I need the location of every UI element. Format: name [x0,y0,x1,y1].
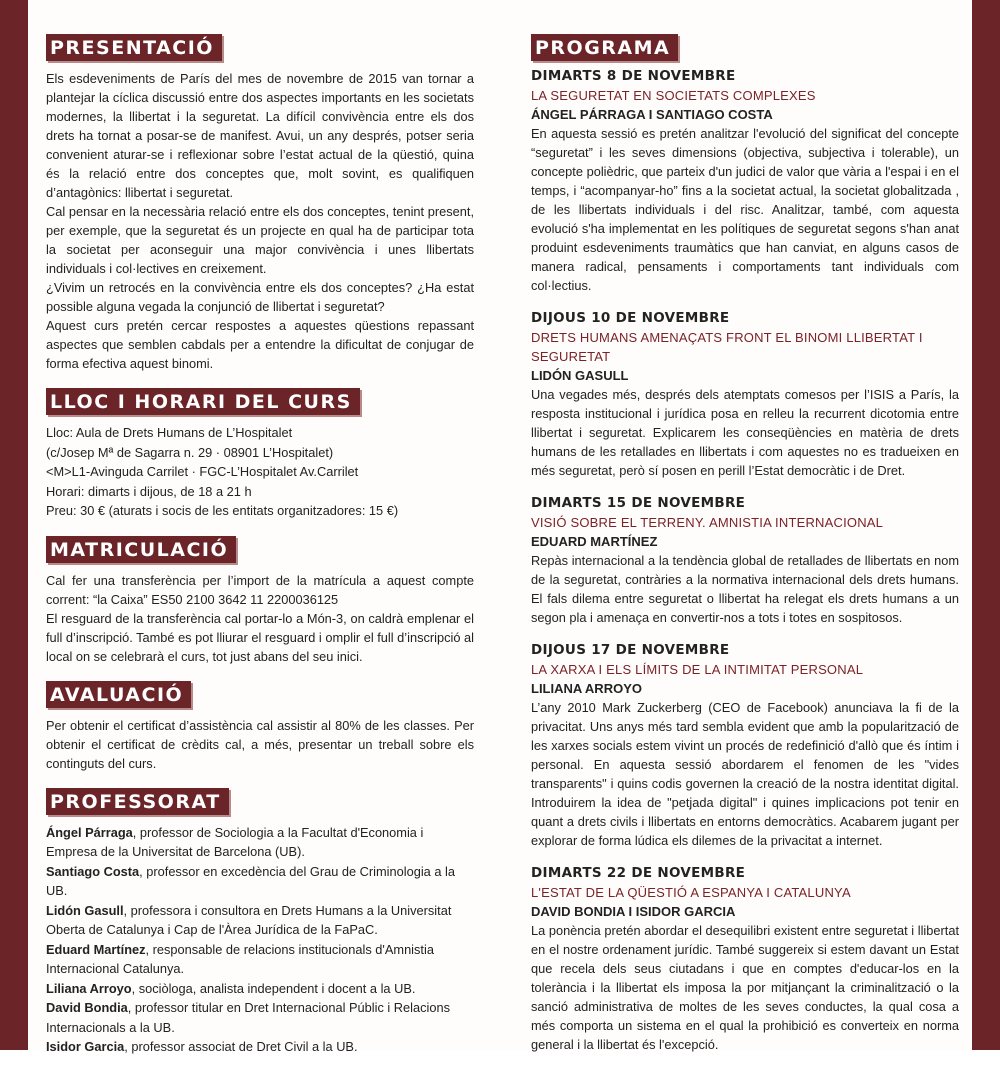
section-matriculacio [46,536,474,666]
professor-entry [46,998,474,1037]
left-column [46,34,474,1072]
professor-entry [46,940,474,979]
session-description: La ponència pretén abordar el desequilibri existent entre seguretat i llibertat en el nostre ordenament jurídic. També suggereix si estem davant un Estat que recela dels seus ciutadans i que en comptes d'educar-los en la tolerància i la llibertat els imposa la por mitjançant la criminalització o la sanció administrativa de moltes de les seves conductes, la qual cosa a més comporta un sistema en el qual la prohibició es converteix en norma general i la llibertat és l'excepció. [531,923,959,1052]
professor-name: Ángel Párraga [46,824,133,840]
lloc-line: Preu: 30 € (aturats i socis de les entitats organitzadores: 15 €) [46,503,399,518]
session-description: Una vegades més, després dels atemptats comesos per l’ISIS a París, la resposta institucional i jurídica posa en relleu la recurrent dicotomia entre llibertat i seguretat. Explicarem les conseqüències en matèria de drets humans de les retallades en llibertats i com aquestes no es tradueixen en més seguretat, però sí posen en perill l’Estat democràtic i de Dret. [531,387,959,478]
presentacio-paragraph: Els esdeveniments de París del mes de novembre de 2015 van tornar a plantejar la cíclica discussió entre dos aspectes importants en les societats modernes, la llibertat i la seguretat. La difícil convivència entre els dos drets ha tornat a posar-se de manifest. Avui, un any després, potser seria convenient aturar-se i reflexionar sobre l’estat actual de la qüestió, quina és la relació entre dos conceptes que, molt sovint, es qualifiquen d’antagònics: llibertat i seguretat. [46,71,474,200]
session-date: DIJOUS 10 DE NOVEMBRE [531,310,730,326]
program-session [531,67,959,295]
left-border-band [0,0,28,1050]
lloc-line: <M>L1-Avinguda Carrilet · FGC-L’Hospitalet Av.Carrilet [46,464,359,479]
professor-description: , professora i consultora en Drets Humans a la Universitat Oberta de Catalunya i Cap de l'Àrea Jurídica de la FaPaC. [46,902,452,937]
professor-name: Isidor Garcia [46,1039,125,1054]
section-title-matriculacio: MATRICULACIÓ [46,536,236,563]
professor-description: , professor titular en Dret Internacional Públic i Relacions Internacionals a la UB. [46,1000,450,1035]
professor-entry [46,901,474,940]
professor-name: Eduard Martínez [46,941,146,957]
professor-entry [46,979,474,999]
section-title-avaluacio: AVALUACIÓ [46,681,191,708]
matriculacio-paragraph: Cal fer una transferència per l’import de la matrícula a aquest compte corrent: “la Caixa” ES50 2100 3642 11 2200036125 [46,572,474,607]
section-title-programa: PROGRAMA [531,34,678,61]
presentacio-paragraph: Cal pensar en la necessària relació entre els dos conceptes, tenint present, per exemple, que la seguretat és un projecte en qual ha de participar tota la societat per aconseguir una major convivència i unes llibertats individuals i col·lectives en creixement. [46,204,474,276]
section-title-lloc-horari: LLOC I HORARI DEL CURS [46,388,360,415]
session-speaker: ÁNGEL PÁRRAGA I SANTIAGO COSTA [531,107,773,122]
professor-entry [46,862,474,901]
professor-name: David Bondia [46,1000,128,1015]
session-description: En aquesta sessió es pretén analitzar l'evolució del significat del concepte “seguretat” i les seves dimensions (objectiva, subjectiva i tolerable), un concepte polièdric, que parteix d'un judici de valor que vària a l'espai i en el temps, i “acompanyar-ho” fins a la societat actual, la societat globalitzada , de les llibertats individuals i del risc. Analitzar, també, com aquesta evolució s'ha implementat en les polítiques de seguretat segons s'han anat produint esdeveniments traumàtics que han canviat, en alguns casos de manera radical, pensaments i comportaments tant individuals com col·lectius. [531,126,959,293]
avaluacio-paragraph: Per obtenir el certificat d’assistència cal assistir al 80% de les classes. Per obtenir el certificat de crèdits cal, a més, presentar un treball sobre els continguts del curs. [46,717,474,771]
professor-description: , responsable de relacions institucionals d'Amnistia Internacional Catalunya. [46,941,434,976]
professor-name: Lidón Gasull [46,902,124,918]
session-speaker: DAVID BONDIA I ISIDOR GARCIA [531,904,736,919]
program-session [531,309,959,480]
professor-entry [46,1037,474,1057]
right-border-band [972,0,1000,1050]
lloc-line: (c/Josep Mª de Sagarra n. 29 · 08901 L’Hospitalet) [46,444,334,460]
section-professorat [46,788,474,1057]
professor-description: , professor en excedència del Grau de Criminologia a la UB. [46,863,455,898]
lloc-line: Horari: dimarts i dijous, de 18 a 21 h [46,483,252,499]
section-lloc-horari [46,388,474,521]
professor-name: Liliana Arroyo [46,980,132,996]
session-title: LA SEGURETAT EN SOCIETATS COMPLEXES [531,88,816,103]
lloc-line: Lloc: Aula de Drets Humans de L’Hospitalet [46,425,293,440]
presentacio-paragraph: Aquest curs pretén cercar respostes a aquestes qüestions repassant aspectes que semblen cabdals per a entendre la dificultat de conjugar de forma efectiva aquest binomi. [46,318,474,371]
session-title: DRETS HUMANS AMENAÇATS FRONT EL BINOMI LLIBERTAT I SEGURETAT [531,330,923,364]
session-date: DIMARTS 8 DE NOVEMBRE [531,68,736,84]
program-session [531,641,959,850]
session-speaker: EDUARD MARTÍNEZ [531,534,658,549]
session-description: L’any 2010 Mark Zuckerberg (CEO de Facebook) anunciava la fi de la privacitat. Uns anys més tard sembla evident que amb la popularització de les xarxes socials estem vivint un procés de redefinició d'allò que és íntim i personal. En aquesta sessió abordarem el fenomen de les "vides transparents" i quins codis governen la creació de la nostra identitat digital. Introduirem la idea de "petjada digital" i quines implicacions pot tenir en quant a drets civils i llibertats en entorns democràtics. Acabarem jugant per explorar de forma lúdica els dilemes de la privacitat a internet. [531,700,959,848]
session-date: DIJOUS 17 DE NOVEMBRE [531,642,730,658]
section-title-presentacio: PRESENTACIÓ [46,34,222,61]
session-date: DIMARTS 22 DE NOVEMBRE [531,865,746,881]
section-title-professorat: PROFESSORAT [46,788,229,815]
program-session [531,864,959,1054]
professor-description: , professor associat de Dret Civil a la UB. [124,1039,358,1054]
program-session [531,494,959,627]
section-avaluacio [46,681,474,773]
session-title: LA XARXA I ELS LÍMITS DE LA INTIMITAT PERSONAL [531,662,864,677]
professor-description: , professor de Sociologia a la Facultat d'Economia i Empresa de la Universitat de Barcelona (UB). [46,824,424,859]
session-speaker: LIDÓN GASULL [531,368,629,383]
matriculacio-paragraph: El resguard de la transferència cal portar-lo a Món-3, on caldrà emplenar el full d’inscripció. També es pot lliurar el resguard i omplir el full d’inscripció al local on se celebrarà el curs, tot just abans del seu inici. [46,610,474,664]
right-column [531,34,959,1068]
professor-name: Santiago Costa [46,863,140,879]
session-title: VISIÓ SOBRE EL TERRENY. AMNISTIA INTERNACIONAL [531,515,884,530]
professor-list [46,823,474,1057]
session-title: L'ESTAT DE LA QÜESTIÓ A ESPANYA I CATALUNYA [531,885,851,900]
session-description: Repàs internacional a la tendència global de retallades de llibertats en nom de la seguretat, contràries a la normativa internacional dels drets humans. El fals dilema entre seguretat o llibertat ha relegat els drets humans a un segon pla i amenaça en convertir-nos a tots i totes en sospitosos. [531,553,959,625]
professor-entry [46,823,474,862]
section-presentacio [46,34,474,373]
session-date: DIMARTS 15 DE NOVEMBRE [531,495,746,511]
professor-description: , sociòloga, analista independent i docent a la UB. [131,980,416,996]
session-speaker: LILIANA ARROYO [531,681,642,696]
presentacio-paragraph: ¿Vivim un retrocés en la convivència entre els dos conceptes? ¿Ha estat possible alguna vegada la conjunció de llibertat i seguretat? [46,280,474,314]
